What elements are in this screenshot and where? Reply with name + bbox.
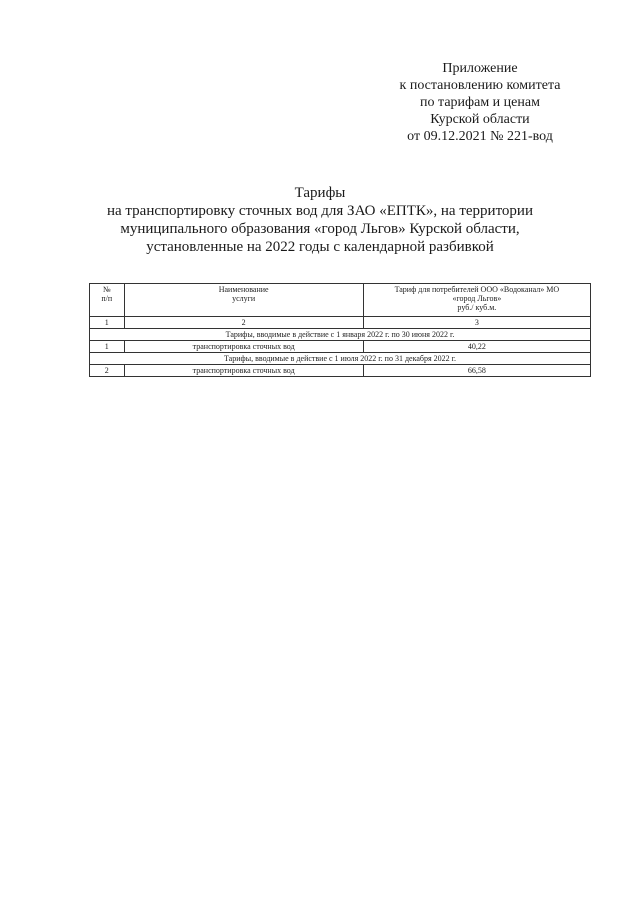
document-title [70, 184, 570, 256]
row-number: 1 [90, 341, 125, 353]
tariff-table [89, 283, 591, 377]
row-service: транспортировка сточных вод [124, 365, 363, 377]
appendix-line: к постановлению комитета [399, 78, 561, 93]
period-label: Тарифы, вводимые в действие с 1 января 2022 г. по 30 июня 2022 г. [90, 329, 591, 341]
row-service: транспортировка сточных вод [124, 341, 363, 353]
appendix-title: Приложение [442, 61, 518, 76]
appendix-block [380, 60, 580, 145]
title-line: на транспортировку сточных вод для ЗАО «ЕПТК», на территории [107, 203, 533, 219]
header-tariff-unit: руб./ куб.м. [457, 303, 497, 312]
period-label: Тарифы, вводимые в действие с 1 июля 2022 г. по 31 декабря 2022 г. [90, 353, 591, 365]
title-heading: Тарифы [294, 185, 346, 201]
column-number: 2 [124, 317, 363, 329]
row-tariff: 66,58 [363, 365, 590, 377]
appendix-line: Курской области [430, 112, 530, 127]
column-number: 3 [363, 317, 590, 329]
header-tariff-line: «город Льгов» [452, 294, 502, 303]
header-tariff [363, 284, 590, 317]
table-header-row [90, 284, 591, 317]
header-number-sign: № [102, 285, 111, 294]
table-row [90, 365, 591, 377]
header-service [124, 284, 363, 317]
period-row [90, 329, 591, 341]
header-service-line: услуги [232, 294, 256, 303]
row-tariff: 40,22 [363, 341, 590, 353]
row-number: 2 [90, 365, 125, 377]
appendix-date: от 09.12.2021 № 221-вод [407, 129, 553, 144]
header-number-label: п/п [101, 294, 113, 303]
header-service-line: Наименование [218, 285, 269, 294]
period-row [90, 353, 591, 365]
column-number: 1 [90, 317, 125, 329]
table-row [90, 341, 591, 353]
column-number-row [90, 317, 591, 329]
title-line: муниципального образования «город Льгов» Курской области, [120, 221, 520, 237]
title-line: установленные на 2022 годы с календарной разбивкой [146, 239, 494, 255]
header-tariff-line: Тариф для потребителей ООО «Водоканал» МО [394, 285, 560, 294]
appendix-line: по тарифам и ценам [420, 95, 540, 110]
header-number [90, 284, 125, 317]
